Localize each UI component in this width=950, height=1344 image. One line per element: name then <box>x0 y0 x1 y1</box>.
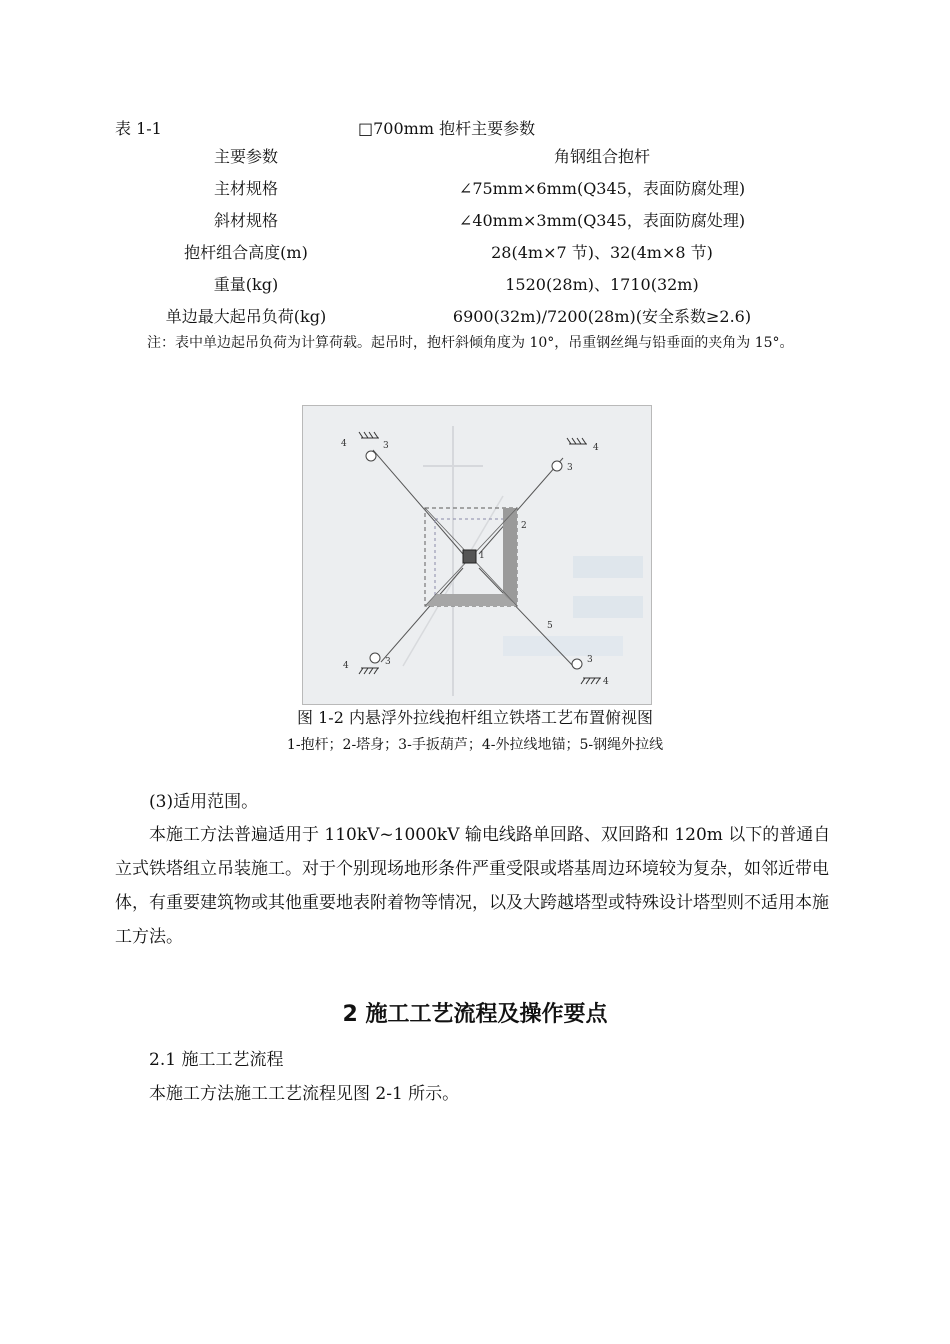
figure-label: 1 <box>479 551 485 561</box>
table-cell: 1520(28m)、1710(32m) <box>505 275 699 294</box>
chapter-title: 2 施工工艺流程及操作要点 <box>342 1002 608 1027</box>
figure-label: 4 <box>593 443 599 453</box>
table-title: □700mm 抱杆主要参数 <box>358 119 536 138</box>
figure-label: 5 <box>547 621 553 631</box>
table-cell: 斜材规格 <box>213 211 278 230</box>
table-row <box>0 208 950 238</box>
table-number: 表 1-1 <box>115 119 162 138</box>
table-row <box>0 176 950 206</box>
table-cell: 单边最大起吊负荷(kg) <box>165 307 327 326</box>
table-cell: 重量(kg) <box>213 275 279 294</box>
figure-label: 4 <box>343 661 349 671</box>
table-cell: 主要参数 <box>213 147 278 166</box>
table-row <box>0 144 950 174</box>
table-row <box>0 272 950 302</box>
figure-label: 2 <box>521 521 527 531</box>
hoist-icon <box>552 461 562 471</box>
table-cell: 主材规格 <box>213 179 278 198</box>
figure-label: 3 <box>383 441 389 451</box>
section-heading: (3)适用范围。 <box>149 792 259 812</box>
figure-legend: 1-抱杆；2-塔身；3-手扳葫芦；4-外拉线地锚；5-钢绳外拉线 <box>286 737 664 753</box>
figure-label: 4 <box>603 677 609 687</box>
table-row <box>0 240 950 270</box>
layout-figure <box>302 405 652 705</box>
figure-label: 4 <box>341 439 347 449</box>
table-cell: 28(4m×7 节)、32(4m×8 节) <box>491 243 713 262</box>
figure-drawing <box>303 406 651 704</box>
figure-label: 3 <box>587 655 593 665</box>
hoist-icon <box>572 659 582 669</box>
body-paragraph: 本施工方法施工工艺流程见图 2-1 所示。 <box>149 1084 460 1104</box>
figure-label: 3 <box>567 463 573 473</box>
pole <box>463 550 476 563</box>
figure-label: 3 <box>385 657 391 667</box>
hoist-icon <box>370 653 380 663</box>
table-cell: 抱杆组合高度(m) <box>184 243 308 262</box>
body-paragraph: 本施工方法普遍适用于 110kV~1000kV 输电线路单回路、双回路和 120m 以下的普通自立式铁塔组立吊装施工。对于个别现场地形条件严重受限或塔基周边环境较为复杂，如邻近带电体，有重要建筑物或其他重要地表附着物等情况，以及大跨越塔型或特殊设计塔型则不适用本施工方法。 <box>115 825 831 947</box>
hoist-icon <box>366 451 376 461</box>
table-note: 注：表中单边起吊负荷为计算荷载。起吊时，抱杆斜倾角度为 10°，吊重钢丝绳与铅垂面的夹角为 15°。 <box>147 335 794 351</box>
figure-caption: 图 1-2 内悬浮外拉线抱杆组立铁塔工艺布置俯视图 <box>297 708 653 727</box>
subsection-heading: 2.1 施工工艺流程 <box>149 1050 284 1070</box>
table-cell: 6900(32m)/7200(28m)(安全系数≥2.6) <box>452 307 752 326</box>
table-cell: ∠75mm×6mm(Q345，表面防腐处理) <box>458 179 746 198</box>
table-cell: ∠40mm×3mm(Q345，表面防腐处理) <box>458 211 746 230</box>
table-cell: 角钢组合抱杆 <box>553 147 650 166</box>
